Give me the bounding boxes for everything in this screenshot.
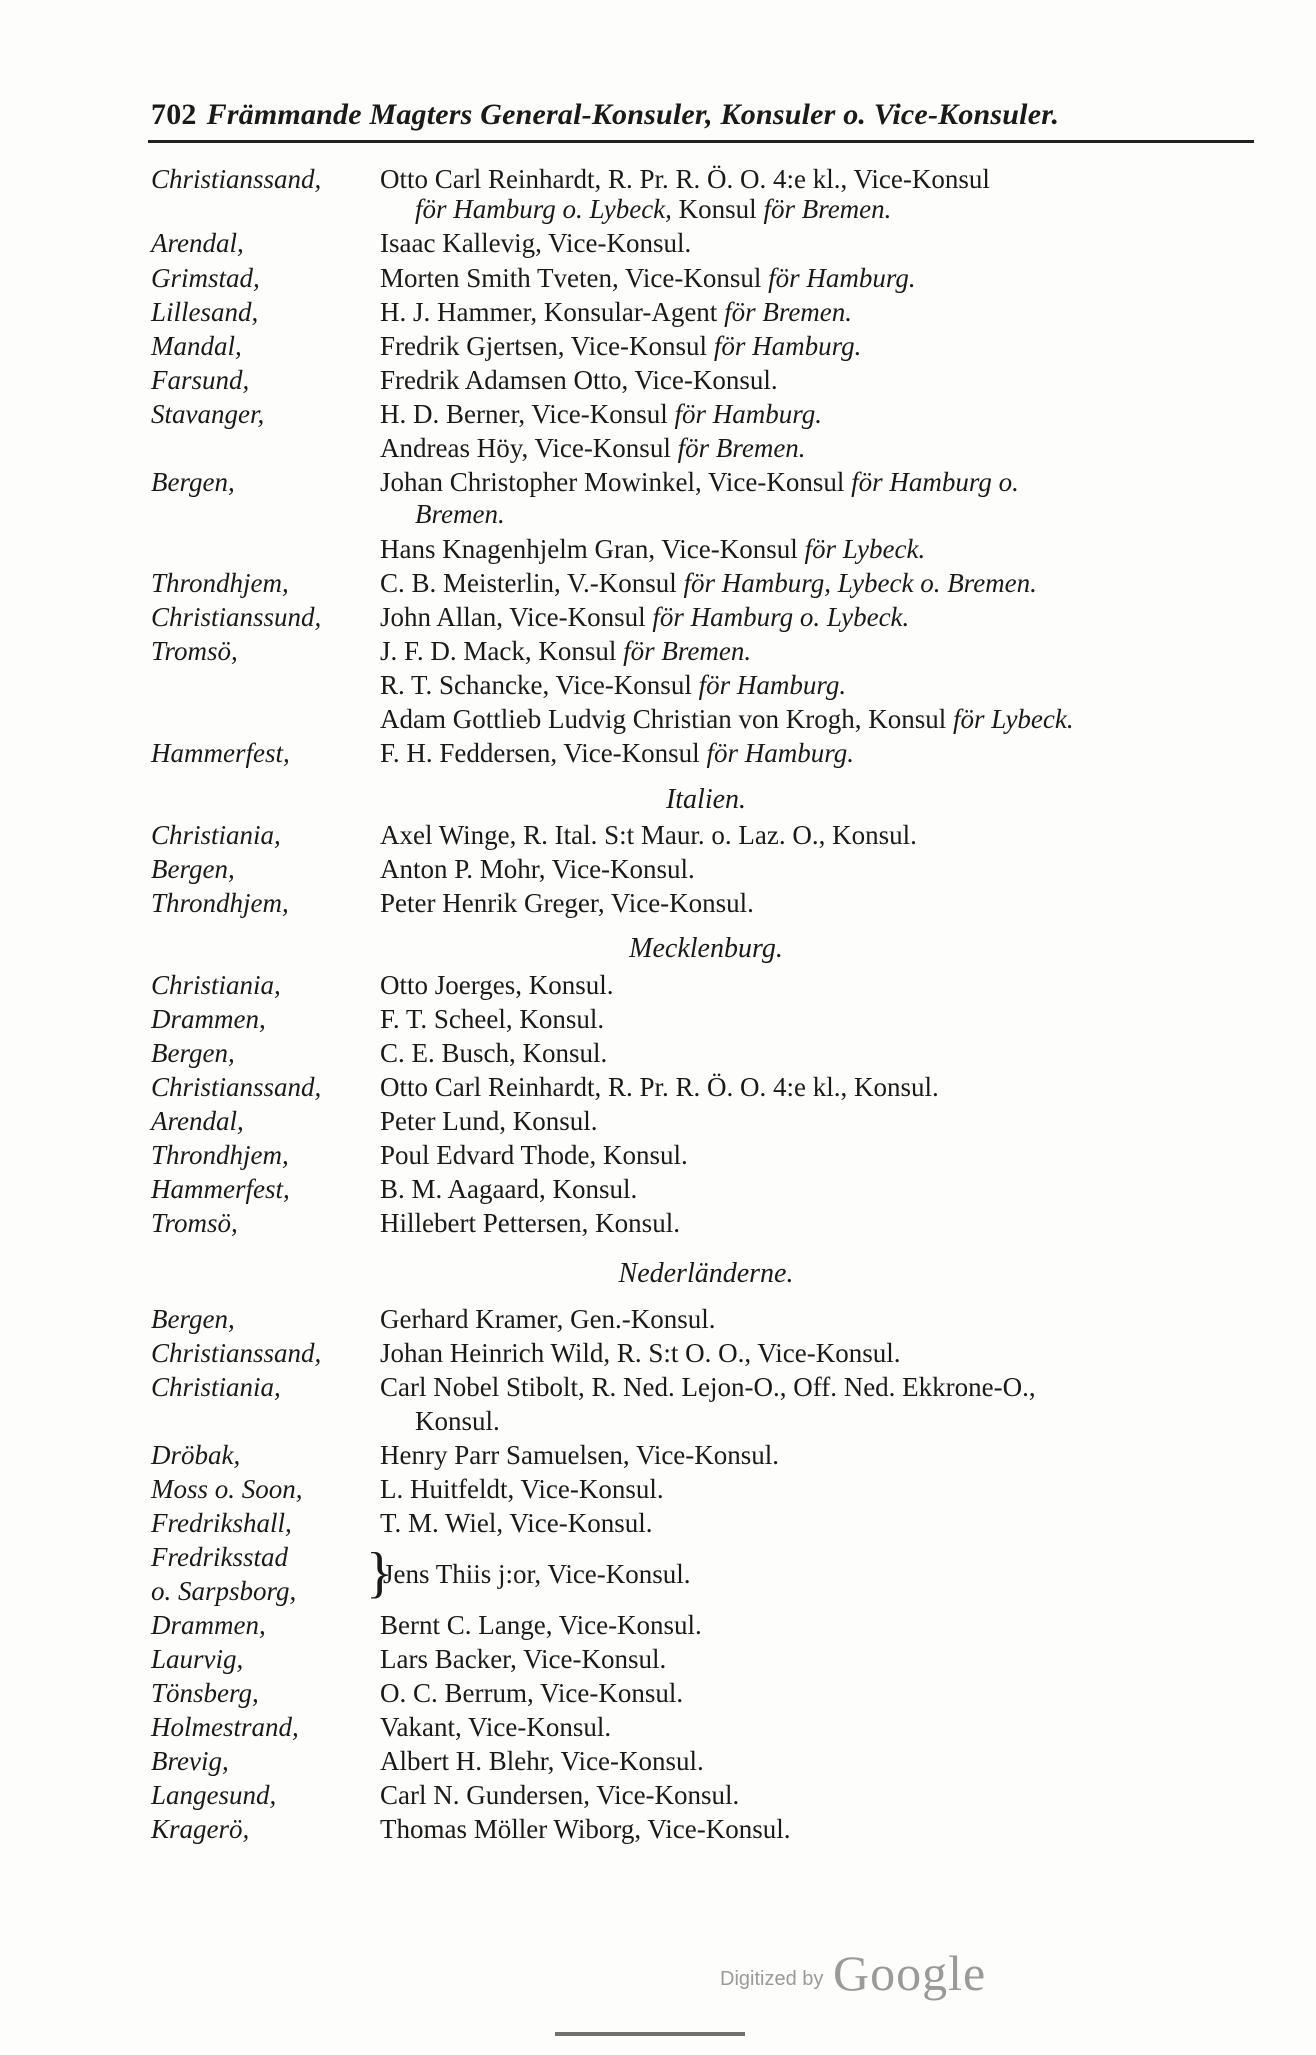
google-watermark: Google [833, 1945, 987, 2001]
list-item [151, 363, 1261, 397]
list-item [151, 1608, 1261, 1642]
entry-plain: C. B. Meisterlin, V.-Konsul [380, 568, 684, 598]
list-item [151, 566, 1261, 600]
entry-italic: Bremen. [415, 499, 505, 529]
place-name: Bergen, [151, 1304, 235, 1334]
list-item [151, 1744, 1261, 1778]
place-name: Christiania, [151, 1372, 281, 1402]
place-name: Arendal, [151, 1106, 244, 1136]
entry-text [380, 634, 751, 668]
entry-italic: för Bremen. [677, 433, 806, 463]
entry-italic: för Hamburg. [698, 670, 847, 700]
brace-glyph: } [366, 1542, 393, 1604]
entry-text: Gerhard Kramer, Gen.-Konsul. [380, 1304, 716, 1334]
place-name: Fredriksstad [151, 1542, 288, 1572]
list-item [151, 1302, 1261, 1336]
place-name: Stavanger, [151, 399, 265, 429]
entry-text [380, 295, 852, 329]
entry-italic: för Hamburg. [706, 738, 854, 768]
entry-text: C. E. Busch, Konsul. [380, 1038, 608, 1068]
list-item [151, 1676, 1261, 1710]
place-name: Hammerfest, [151, 1174, 290, 1204]
entry-italic: för Bremen. [724, 297, 853, 327]
list-item [151, 702, 1261, 736]
entry-text [380, 397, 822, 431]
list-item-continuation [151, 192, 1261, 226]
list-item-continuation [151, 497, 1261, 531]
list-item [151, 1036, 1261, 1070]
list-item [151, 162, 1261, 196]
list-item [151, 1642, 1261, 1676]
entry-italic: för Hamburg. [768, 263, 916, 293]
list-item [151, 1472, 1261, 1506]
list-item [151, 1206, 1261, 1240]
place-name: Hammerfest, [151, 738, 290, 768]
entry-text: Vakant, Vice-Konsul. [380, 1712, 612, 1742]
place-name: Bergen, [151, 1038, 235, 1068]
place-name: Farsund, [151, 365, 250, 395]
list-item [151, 1438, 1261, 1472]
place-name: Throndhjem, [151, 1140, 289, 1170]
place-name: Arendal, [151, 228, 244, 258]
entry-plain: J. F. D. Mack, Konsul [380, 636, 624, 666]
entry-text: Peter Lund, Konsul. [380, 1106, 598, 1136]
section-heading-nederlanderne: Nederländerne. [618, 1258, 794, 1289]
entry-italic: för Lybeck. [952, 704, 1074, 734]
entry-text [380, 261, 916, 295]
entry-text: O. C. Berrum, Vice-Konsul. [380, 1678, 684, 1708]
header-rule [148, 140, 1254, 143]
entry-italic: för Bremen. [623, 636, 752, 666]
place-name: Lillesand, [151, 297, 259, 327]
entry-text [380, 532, 925, 566]
entry-text: T. M. Wiel, Vice-Konsul. [380, 1508, 653, 1538]
list-item [151, 1002, 1261, 1036]
entry-text [415, 497, 505, 531]
list-item [151, 226, 1261, 260]
entry-plain: Konsul [671, 194, 764, 224]
scan-artifact-line [555, 2032, 745, 2036]
entry-plain: F. H. Feddersen, Vice-Konsul [380, 738, 707, 768]
place-name: Langesund, [151, 1780, 277, 1810]
entry-plain: Hans Knagenhjelm Gran, Vice-Konsul [380, 534, 805, 564]
entry-italic: för Lybeck. [804, 534, 926, 564]
entry-text [380, 702, 1074, 736]
entry-plain: John Allan, Vice-Konsul [380, 602, 653, 632]
entry-italic: för Hamburg, Lybeck o. Bremen. [683, 568, 1037, 598]
place-name: Drammen, [151, 1610, 266, 1640]
place-name: o. Sarpsborg, [151, 1576, 297, 1606]
entry-text [380, 465, 1019, 499]
list-item [151, 1138, 1261, 1172]
entry-text: Jens Thiis j:or, Vice-Konsul. [383, 1559, 691, 1589]
entry-italic: för Bremen. [763, 194, 892, 224]
entry-italic: för Hamburg o. Lybeck. [652, 602, 910, 632]
list-item [151, 532, 1261, 566]
entry-text: Carl Nobel Stibolt, R. Ned. Lejon-O., Off. Ned. Ekkrone-O., [380, 1372, 1036, 1402]
list-item [151, 1172, 1261, 1206]
list-item-braced [151, 1542, 1261, 1604]
list-item [151, 261, 1261, 295]
entry-text [380, 736, 854, 770]
place-name: Tromsö, [151, 1208, 238, 1238]
page-header [151, 98, 1251, 132]
list-item [151, 668, 1261, 702]
place-name: Dröbak, [151, 1440, 241, 1470]
entry-text: F. T. Scheel, Konsul. [380, 1004, 605, 1034]
place-name: Kragerö, [151, 1814, 250, 1844]
place-name: Bergen, [151, 467, 235, 497]
entry-text: Otto Joerges, Konsul. [380, 970, 614, 1000]
entry-text: Otto Carl Reinhardt, R. Pr. R. Ö. O. 4:e kl., Vice-Konsul [380, 164, 990, 194]
entry-text: Poul Edvard Thode, Konsul. [380, 1140, 688, 1170]
list-item [151, 1710, 1261, 1744]
list-item [151, 329, 1261, 363]
page-number: 702 [151, 98, 197, 131]
place-name: Christianssand, [151, 1338, 322, 1368]
list-item [151, 431, 1261, 465]
page-title: Främmande Magters General-Konsuler, Konsuler o. Vice-Konsuler. [206, 98, 1060, 131]
list-item [151, 465, 1261, 499]
digitized-label: Digitized by [720, 1968, 824, 1990]
list-item [151, 1370, 1261, 1404]
entry-text [380, 600, 909, 634]
list-item [151, 852, 1261, 886]
place-name: Throndhjem, [151, 568, 289, 598]
list-item [151, 1104, 1261, 1138]
entry-text: Fredrik Adamsen Otto, Vice-Konsul. [380, 365, 778, 395]
entry-text: Lars Backer, Vice-Konsul. [380, 1644, 667, 1674]
place-name: Holmestrand, [151, 1712, 299, 1742]
list-item-continuation [151, 1404, 1261, 1438]
list-item [151, 818, 1261, 852]
entry-text: Albert H. Blehr, Vice-Konsul. [380, 1746, 704, 1776]
entry-text: Bernt C. Lange, Vice-Konsul. [380, 1610, 702, 1640]
entry-italic: för Hamburg. [713, 331, 862, 361]
place-name: Christiania, [151, 820, 281, 850]
entry-text [380, 566, 1037, 600]
entry-text [380, 668, 846, 702]
entry-text: Henry Parr Samuelsen, Vice-Konsul. [380, 1440, 780, 1470]
entry-plain: Fredrik Gjertsen, Vice-Konsul [380, 331, 714, 361]
entry-text: Otto Carl Reinhardt, R. Pr. R. Ö. O. 4:e kl., Konsul. [380, 1072, 939, 1102]
place-name: Grimstad, [151, 263, 260, 293]
place-name: Tromsö, [151, 636, 238, 666]
list-item [151, 397, 1261, 431]
entry-text: Johan Heinrich Wild, R. S:t O. O., Vice-Konsul. [380, 1338, 901, 1368]
place-name: Christiania, [151, 970, 281, 1000]
list-item [151, 634, 1261, 668]
entry-text: Thomas Möller Wiborg, Vice-Konsul. [380, 1814, 791, 1844]
list-item [151, 1778, 1261, 1812]
entry-text [415, 192, 891, 226]
entry-text [380, 431, 806, 465]
entry-text: Konsul. [415, 1406, 500, 1436]
place-name: Mandal, [151, 331, 242, 361]
list-item [151, 736, 1261, 770]
section-heading-italien: Italien. [665, 784, 747, 815]
entry-plain: H. J. Hammer, Konsular-Agent [380, 297, 725, 327]
entry-text: L. Huitfeldt, Vice-Konsul. [380, 1474, 664, 1504]
place-name: Christianssand, [151, 1072, 322, 1102]
entry-text: B. M. Aagaard, Konsul. [380, 1174, 638, 1204]
entry-plain: R. T. Schancke, Vice-Konsul [380, 670, 699, 700]
entry-italic: för Hamburg o. [851, 467, 1019, 497]
entry-text [380, 329, 861, 363]
place-name: Laurvig, [151, 1644, 244, 1674]
place-name: Christianssund, [151, 602, 322, 632]
place-name: Drammen, [151, 1004, 266, 1034]
place-name: Throndhjem, [151, 888, 289, 918]
entry-plain: H. D. Berner, Vice-Konsul [380, 399, 675, 429]
list-item [151, 886, 1261, 920]
place-name: Christianssand, [151, 164, 322, 194]
list-item [151, 1506, 1261, 1540]
entry-text: Peter Henrik Greger, Vice-Konsul. [380, 888, 754, 918]
list-item [151, 600, 1261, 634]
place-name: Fredrikshall, [151, 1508, 292, 1538]
place-name: Moss o. Soon, [151, 1474, 303, 1504]
entry-plain: Morten Smith Tveten, Vice-Konsul [380, 263, 769, 293]
entry-text: Hillebert Pettersen, Konsul. [380, 1208, 680, 1238]
entry-text: Carl N. Gundersen, Vice-Konsul. [380, 1780, 740, 1810]
place-name: Brevig, [151, 1746, 229, 1776]
place-name: Tönsberg, [151, 1678, 259, 1708]
entry-text: Isaac Kallevig, Vice-Konsul. [380, 228, 692, 258]
place-name: Bergen, [151, 854, 235, 884]
list-item [151, 968, 1261, 1002]
entry-plain: Andreas Höy, Vice-Konsul [380, 433, 678, 463]
entry-text: Axel Winge, R. Ital. S:t Maur. o. Laz. O., Konsul. [380, 820, 917, 850]
entry-italic: för Hamburg. [674, 399, 822, 429]
entry-text: Anton P. Mohr, Vice-Konsul. [380, 854, 695, 884]
list-item [151, 295, 1261, 329]
list-item [151, 1336, 1261, 1370]
entry-plain: Johan Christopher Mowinkel, Vice-Konsul [380, 467, 852, 497]
list-item [151, 1812, 1261, 1846]
list-item [151, 1070, 1261, 1104]
entry-plain: Adam Gottlieb Ludvig Christian von Krogh, Konsul [380, 704, 953, 734]
entry-italic: för Hamburg o. Lybeck, [415, 194, 672, 224]
section-heading-mecklenburg: Mecklenburg. [629, 933, 783, 964]
